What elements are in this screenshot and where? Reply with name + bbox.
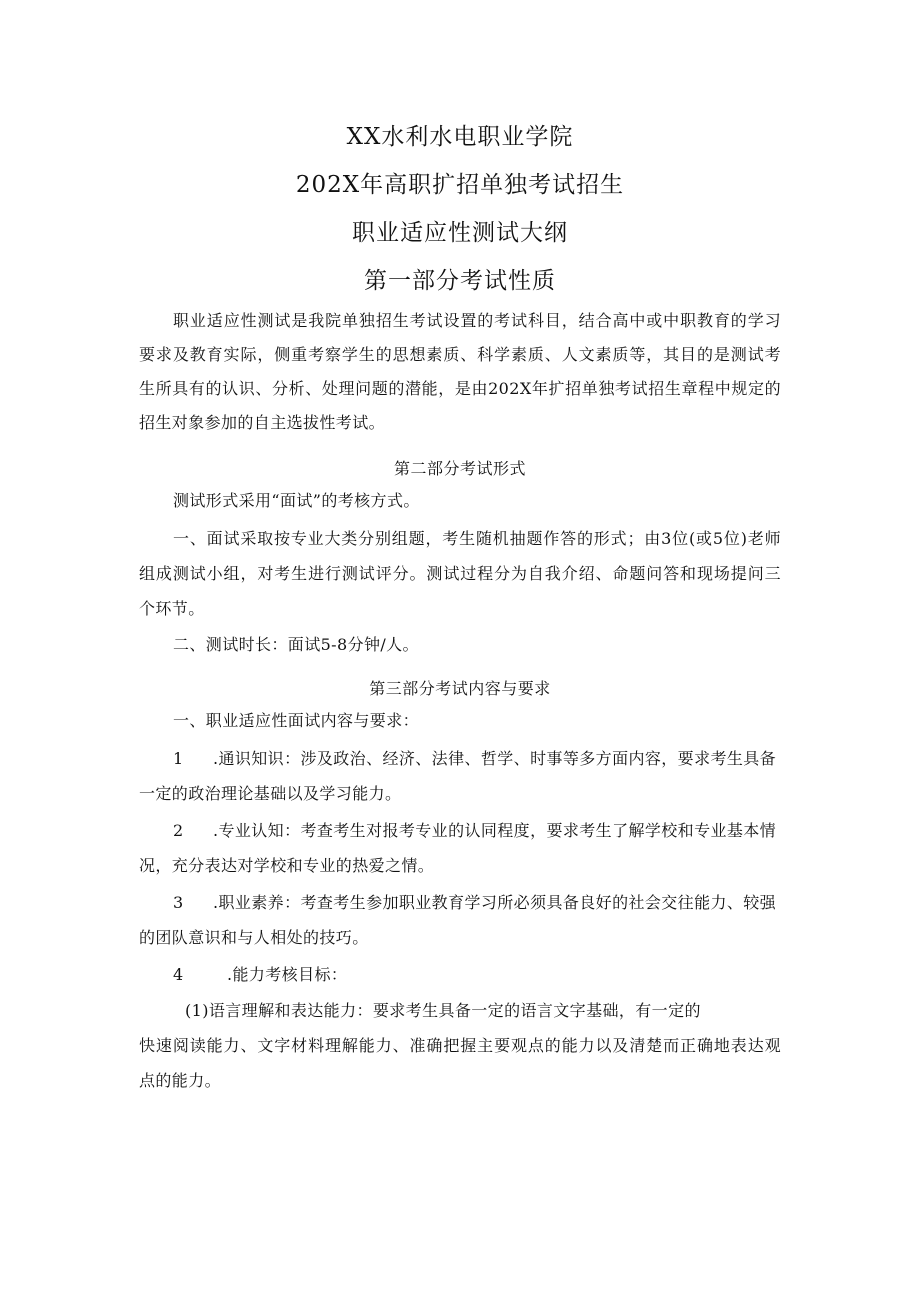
- part2-item1-line-2: 组成测试小组，对考生进行测试评分。测试过程分为自我介绍、命题问答和现场提问三: [139, 564, 781, 583]
- part3-sub1-line-3: 点的能力。: [139, 1071, 222, 1090]
- part2-form-line: 测试形式采用“面试”的考核方式。: [173, 491, 420, 510]
- part3-item1-line-1: [173, 748, 781, 770]
- item2-number: 2: [173, 821, 184, 840]
- item3-number: 3: [173, 893, 184, 912]
- part1-line-4: 招生对象参加的自主选拔性考试。: [139, 413, 386, 432]
- part1-line-2: 要求及教育实际，侧重考察学生的思想素质、科学素质、人文素质等，其目的是测试考: [139, 345, 781, 364]
- part3-item3-line-2: 的团队意识和与人相处的技巧。: [139, 928, 369, 947]
- item3-text: .职业素养：考查考生参加职业教育学习所必须具备良好的社会交往能力、较强: [213, 893, 777, 912]
- part3-sub1-line-2: 快速阅读能力、文字材料理解能力、准确把握主要观点的能力以及清楚而正确地表达观: [139, 1036, 781, 1055]
- part3-item4-line: [173, 964, 347, 986]
- part1-heading: 第一部分考试性质: [364, 268, 556, 294]
- part3-item2-line-2: 况，充分表达对学校和专业的热爱之情。: [139, 856, 435, 875]
- exam-title: 202X年高职扩招单独考试招生: [295, 172, 625, 198]
- item2-text: .专业认知：考查考生对报考专业的认同程度，要求考生了解学校和专业基本情: [213, 821, 777, 840]
- item4-text: .能力考核目标：: [227, 965, 348, 984]
- part2-item1-line-3: 个环节。: [139, 599, 205, 618]
- part1-line-1: 职业适应性测试是我院单独招生考试设置的考试科目，结合高中或中职教育的学习: [173, 311, 781, 330]
- part2-item1-line-1: 一、面试采取按专业大类分别组题，考生随机抽题作答的形式；由3位(或5位)老师: [173, 529, 781, 548]
- part3-item2-line-1: [173, 820, 776, 842]
- item1-text: .通识知识：涉及政治、经济、法律、哲学、时事等多方面内容，要求考生具备: [213, 749, 777, 768]
- part2-heading: 第二部分考试形式: [393, 459, 526, 478]
- part2-item2-line: 二、测试时长：面试5-8分钟/人。: [173, 635, 419, 654]
- part3-item3-line-1: [173, 892, 776, 914]
- part1-line-3: 生所具有的认识、分析、处理问题的潜能，是由202X年扩招单独考试招生章程中规定的: [139, 379, 781, 398]
- institution-title: XX水利水电职业学院: [346, 124, 574, 150]
- item1-number: 1: [173, 749, 184, 768]
- part3-item1-line-2: 一定的政治理论基础以及学习能力。: [139, 784, 402, 803]
- part3-heading: 第三部分考试内容与要求: [369, 679, 551, 698]
- item4-number: 4: [173, 965, 184, 984]
- part3-sub1-line-1: (1)语言理解和表达能力：要求考生具备一定的语言文字基础，有一定的: [185, 1001, 701, 1020]
- part3-subheading: 一、职业适应性面试内容与要求：: [173, 711, 420, 730]
- outline-title: 职业适应性测试大纲: [352, 220, 568, 246]
